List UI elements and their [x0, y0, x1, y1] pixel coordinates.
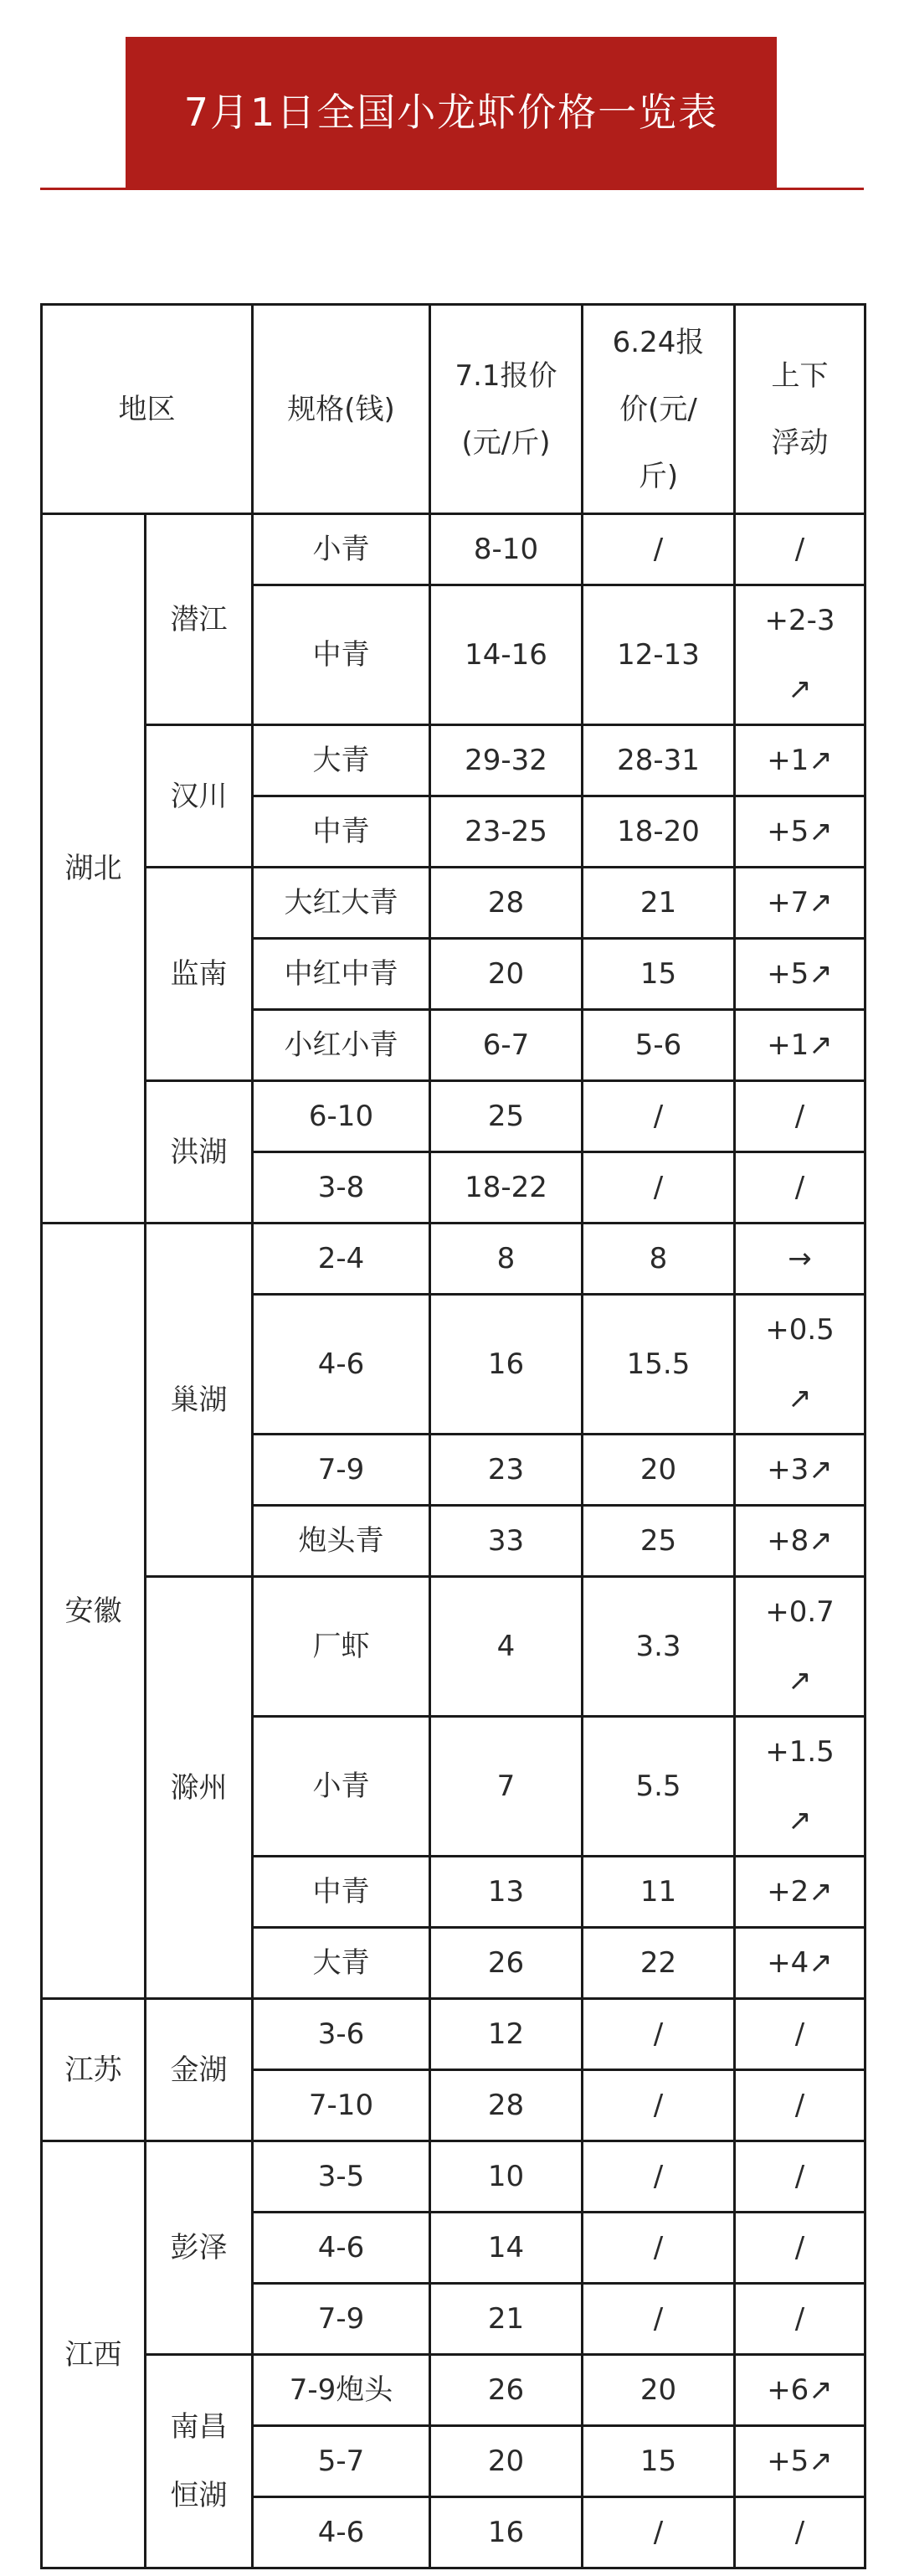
change-cell: +8↗ — [735, 1506, 865, 1577]
price-0701-cell: 23 — [430, 1435, 583, 1506]
change-cell: / — [735, 2213, 865, 2284]
change-cell: / — [735, 2070, 865, 2141]
spec-cell: 4-6 — [253, 2213, 430, 2284]
table-row — [42, 1081, 865, 1152]
change-cell: / — [735, 2141, 865, 2213]
price-0701-cell: 26 — [430, 1928, 583, 1999]
spec-cell: 大青 — [253, 1928, 430, 1999]
area-cell: 汉川 — [146, 725, 253, 868]
spec-cell: 7-9 — [253, 2284, 430, 2355]
price-0624-cell: / — [583, 1152, 735, 1224]
price-0701-cell: 18-22 — [430, 1152, 583, 1224]
price-0624-cell: / — [583, 1999, 735, 2070]
area-cell: 滁州 — [146, 1577, 253, 1999]
price-0624-cell: 5.5 — [583, 1717, 735, 1857]
price-0624-cell: 11 — [583, 1857, 735, 1928]
price-0624-cell: 18-20 — [583, 796, 735, 868]
spec-cell: 7-9炮头 — [253, 2355, 430, 2426]
price-0701-cell: 25 — [430, 1081, 583, 1152]
price-0624-cell: / — [583, 2497, 735, 2568]
price-0624-cell: 28-31 — [583, 725, 735, 796]
area-cell: 彭泽 — [146, 2141, 253, 2355]
spec-cell: 3-8 — [253, 1152, 430, 1224]
price-0701-cell: 29-32 — [430, 725, 583, 796]
price-0624-cell: / — [583, 1081, 735, 1152]
change-cell: +0.5 ↗ — [735, 1295, 865, 1435]
table-row — [42, 725, 865, 796]
change-cell: +5↗ — [735, 939, 865, 1010]
spec-cell: 厂虾 — [253, 1577, 430, 1717]
spec-cell: 炮头青 — [253, 1506, 430, 1577]
header-spec: 规格(钱) — [253, 305, 430, 514]
spec-cell: 中青 — [253, 796, 430, 868]
region-cell: 湖北 — [42, 514, 146, 1224]
price-0624-cell: / — [583, 2141, 735, 2213]
spec-cell: 中红中青 — [253, 939, 430, 1010]
spec-cell: 3-6 — [253, 1999, 430, 2070]
price-0701-cell: 8-10 — [430, 514, 583, 585]
change-cell: / — [735, 514, 865, 585]
table-row — [42, 2141, 865, 2213]
header-row — [42, 305, 865, 514]
table-body — [42, 514, 865, 2568]
spec-cell: 7-10 — [253, 2070, 430, 2141]
price-0701-cell: 13 — [430, 1857, 583, 1928]
region-cell: 江苏 — [42, 1999, 146, 2141]
area-cell: 巢湖 — [146, 1224, 253, 1577]
price-0624-cell: 15 — [583, 2426, 735, 2497]
price-0701-cell: 4 — [430, 1577, 583, 1717]
price-0701-cell: 16 — [430, 2497, 583, 2568]
price-0624-cell: 5-6 — [583, 1010, 735, 1081]
spec-cell: 7-9 — [253, 1435, 430, 1506]
price-0624-cell: 3.3 — [583, 1577, 735, 1717]
change-cell: / — [735, 2497, 865, 2568]
price-0624-cell: 8 — [583, 1224, 735, 1295]
price-0701-cell: 14-16 — [430, 585, 583, 725]
spec-cell: 大红大青 — [253, 868, 430, 939]
price-0701-cell: 26 — [430, 2355, 583, 2426]
price-0701-cell: 28 — [430, 2070, 583, 2141]
change-cell: +2-3 ↗ — [735, 585, 865, 725]
area-cell: 监南 — [146, 868, 253, 1081]
price-0624-cell: 20 — [583, 2355, 735, 2426]
spec-cell: 4-6 — [253, 2497, 430, 2568]
price-0624-cell: 25 — [583, 1506, 735, 1577]
header-change: 上下 浮动 — [735, 305, 865, 514]
table-row — [42, 514, 865, 585]
price-0624-cell: 22 — [583, 1928, 735, 1999]
title-banner — [126, 37, 777, 188]
change-cell: +7↗ — [735, 868, 865, 939]
change-cell: +4↗ — [735, 1928, 865, 1999]
table-row — [42, 1999, 865, 2070]
area-cell: 潜江 — [146, 514, 253, 725]
change-cell: / — [735, 2284, 865, 2355]
price-0624-cell: 12-13 — [583, 585, 735, 725]
change-cell: +1.5 ↗ — [735, 1717, 865, 1857]
price-0624-cell: 15 — [583, 939, 735, 1010]
price-0701-cell: 8 — [430, 1224, 583, 1295]
region-cell: 江西 — [42, 2141, 146, 2568]
price-0624-cell: 15.5 — [583, 1295, 735, 1435]
change-cell: +2↗ — [735, 1857, 865, 1928]
change-cell: +1↗ — [735, 725, 865, 796]
change-cell: / — [735, 1999, 865, 2070]
price-0701-cell: 6-7 — [430, 1010, 583, 1081]
spec-cell: 5-7 — [253, 2426, 430, 2497]
price-0624-cell: / — [583, 2070, 735, 2141]
price-0701-cell: 14 — [430, 2213, 583, 2284]
spec-cell: 中青 — [253, 1857, 430, 1928]
change-cell: +5↗ — [735, 796, 865, 868]
spec-cell: 中青 — [253, 585, 430, 725]
change-cell: +0.7 ↗ — [735, 1577, 865, 1717]
price-0701-cell: 21 — [430, 2284, 583, 2355]
price-0624-cell: / — [583, 514, 735, 585]
title-divider — [40, 188, 864, 190]
change-cell: → — [735, 1224, 865, 1295]
price-0624-cell: 21 — [583, 868, 735, 939]
price-0701-cell: 10 — [430, 2141, 583, 2213]
change-cell: / — [735, 1152, 865, 1224]
area-cell: 南昌 恒湖 — [146, 2355, 253, 2568]
table-row — [42, 1224, 865, 1295]
price-0701-cell: 7 — [430, 1717, 583, 1857]
area-cell: 金湖 — [146, 1999, 253, 2141]
change-cell: +3↗ — [735, 1435, 865, 1506]
change-cell: / — [735, 1081, 865, 1152]
spec-cell: 6-10 — [253, 1081, 430, 1152]
area-cell: 洪湖 — [146, 1081, 253, 1224]
change-cell: +6↗ — [735, 2355, 865, 2426]
table-row — [42, 868, 865, 939]
price-0701-cell: 28 — [430, 868, 583, 939]
price-0701-cell: 20 — [430, 2426, 583, 2497]
header-region: 地区 — [42, 305, 253, 514]
table-row — [42, 2355, 865, 2426]
price-0624-cell: 20 — [583, 1435, 735, 1506]
region-cell: 安徽 — [42, 1224, 146, 1999]
page-title: 7月1日全国小龙虾价格一览表 — [183, 90, 719, 135]
change-cell: +5↗ — [735, 2426, 865, 2497]
spec-cell: 小青 — [253, 1717, 430, 1857]
spec-cell: 大青 — [253, 725, 430, 796]
price-0701-cell: 23-25 — [430, 796, 583, 868]
spec-cell: 3-5 — [253, 2141, 430, 2213]
spec-cell: 4-6 — [253, 1295, 430, 1435]
price-0701-cell: 20 — [430, 939, 583, 1010]
price-0701-cell: 12 — [430, 1999, 583, 2070]
price-table — [40, 303, 866, 2569]
table-row — [42, 1577, 865, 1717]
price-0624-cell: / — [583, 2284, 735, 2355]
header-price-0701: 7.1报价 (元/斤) — [430, 305, 583, 514]
price-0624-cell: / — [583, 2213, 735, 2284]
spec-cell: 小青 — [253, 514, 430, 585]
spec-cell: 2-4 — [253, 1224, 430, 1295]
change-cell: +1↗ — [735, 1010, 865, 1081]
spec-cell: 小红小青 — [253, 1010, 430, 1081]
price-0701-cell: 16 — [430, 1295, 583, 1435]
price-0701-cell: 33 — [430, 1506, 583, 1577]
header-price-0624: 6.24报 价(元/ 斤) — [583, 305, 735, 514]
